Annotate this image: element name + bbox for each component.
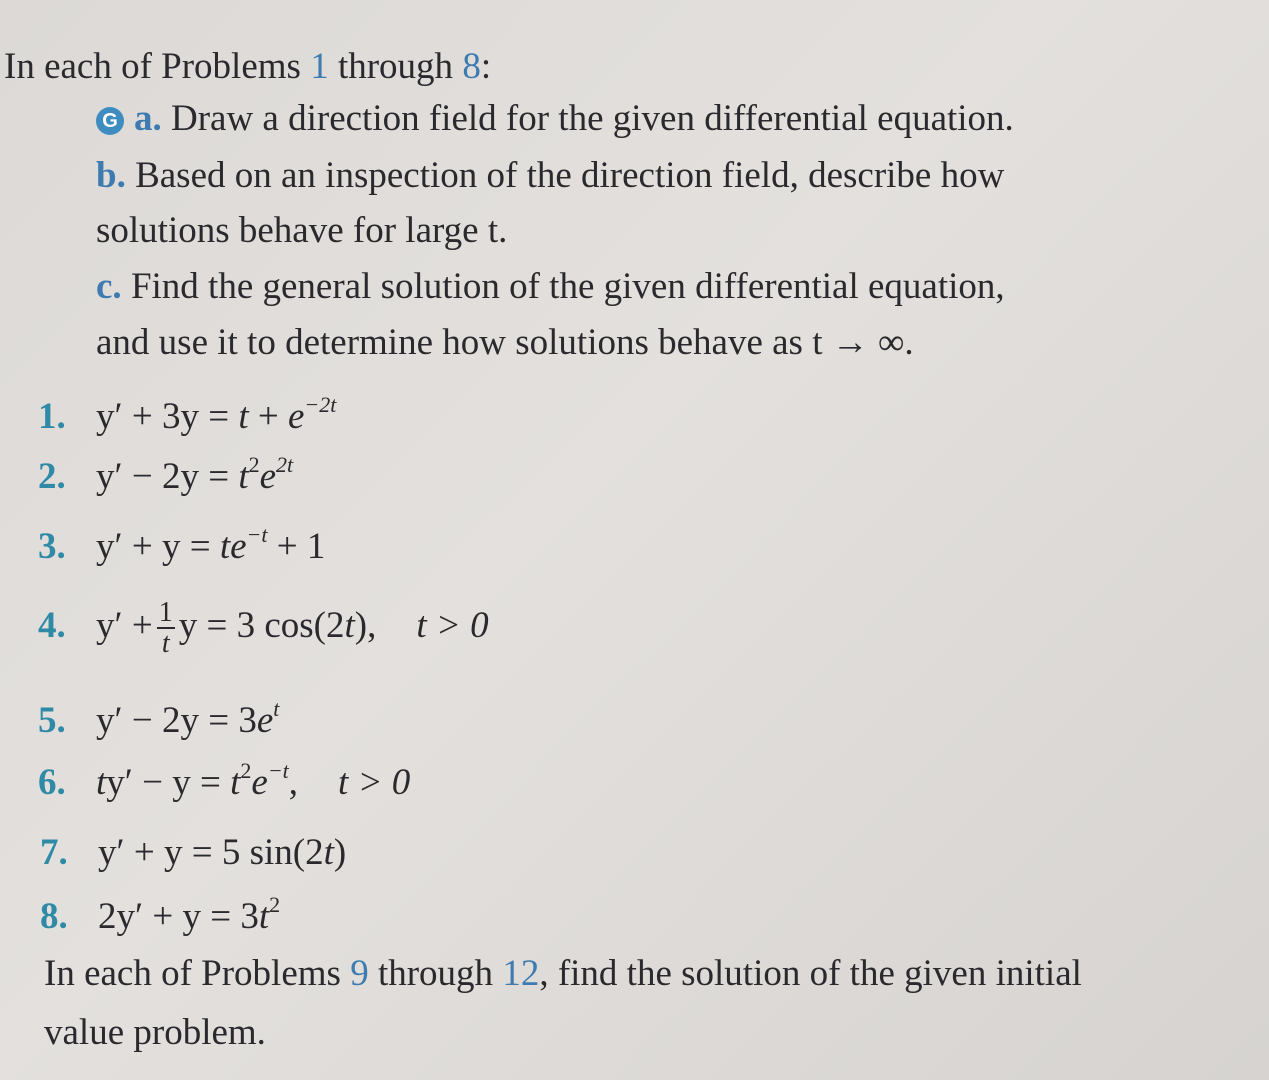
- problem-set-heading: In each of Problems 1 through 8:: [4, 46, 492, 87]
- problem-3: 3. $y' + y = te^{-t} + 1$: [38, 522, 326, 567]
- equation-5: $y' - 2y = 3e^t$: [96, 696, 280, 741]
- equation-1: $y' + 3y = t + e^{-2t}$: [96, 392, 337, 437]
- condition-6: t > 0: [338, 762, 411, 803]
- next-range-start: 9: [350, 953, 369, 994]
- equation-8: $2y' + y = 3t^2$: [98, 892, 281, 937]
- part-a: G a. Draw a direction field for the given differential equation.: [96, 100, 1014, 137]
- equation-7: y′ + y = 5 sin(2t): [98, 832, 347, 873]
- part-b-continued: solutions behave for large t.: [96, 210, 508, 251]
- problem-8: 8. $2y' + y = 3t^2$: [40, 892, 281, 937]
- problem-7: 7. y′ + y = 5 sin(2t): [40, 832, 347, 873]
- problem-4: 4. y′ + $\frac{1}{t}$ y = 3 cos(2t), t > 0: [38, 597, 489, 660]
- problem-6: 6. $ty' - y = t^2e^{-t}$, t > 0: [38, 758, 411, 803]
- next-problem-set-heading: In each of Problems 9 through 12, find the solution of the given initial: [44, 953, 1082, 994]
- problem-2: 2. $y' - 2y = t^2e^{2t}$: [38, 452, 294, 497]
- next-range-end: 12: [502, 953, 540, 994]
- part-b: b. Based on an inspection of the direction field, describe how: [96, 155, 1005, 196]
- problem-range-end: 8: [462, 46, 481, 87]
- part-c-continued: and use it to determine how solutions behave as t → ∞.: [96, 322, 914, 363]
- condition-4: t > 0: [416, 604, 489, 646]
- fraction-one-over-t: $\frac{1}{t}$: [158, 597, 173, 660]
- part-c: c. Find the general solution of the given differential equation,: [96, 266, 1005, 307]
- equation-2: $y' - 2y = t^2e^{2t}$: [96, 452, 294, 497]
- equation-6: $ty' - y = t^2e^{-t}$,: [96, 758, 299, 803]
- next-problem-set-heading-continued: value problem.: [44, 1012, 266, 1053]
- problem-range-start: 1: [310, 46, 329, 87]
- equation-3: $y' + y = te^{-t} + 1$: [96, 522, 326, 567]
- equation-4: y′ + $\frac{1}{t}$ y = 3 cos(2t),: [96, 597, 377, 660]
- problem-1: 1. $y' + 3y = t + e^{-2t}$: [38, 392, 337, 437]
- graphing-icon: G: [96, 107, 124, 135]
- problem-5: 5. $y' - 2y = 3e^t$: [38, 696, 280, 741]
